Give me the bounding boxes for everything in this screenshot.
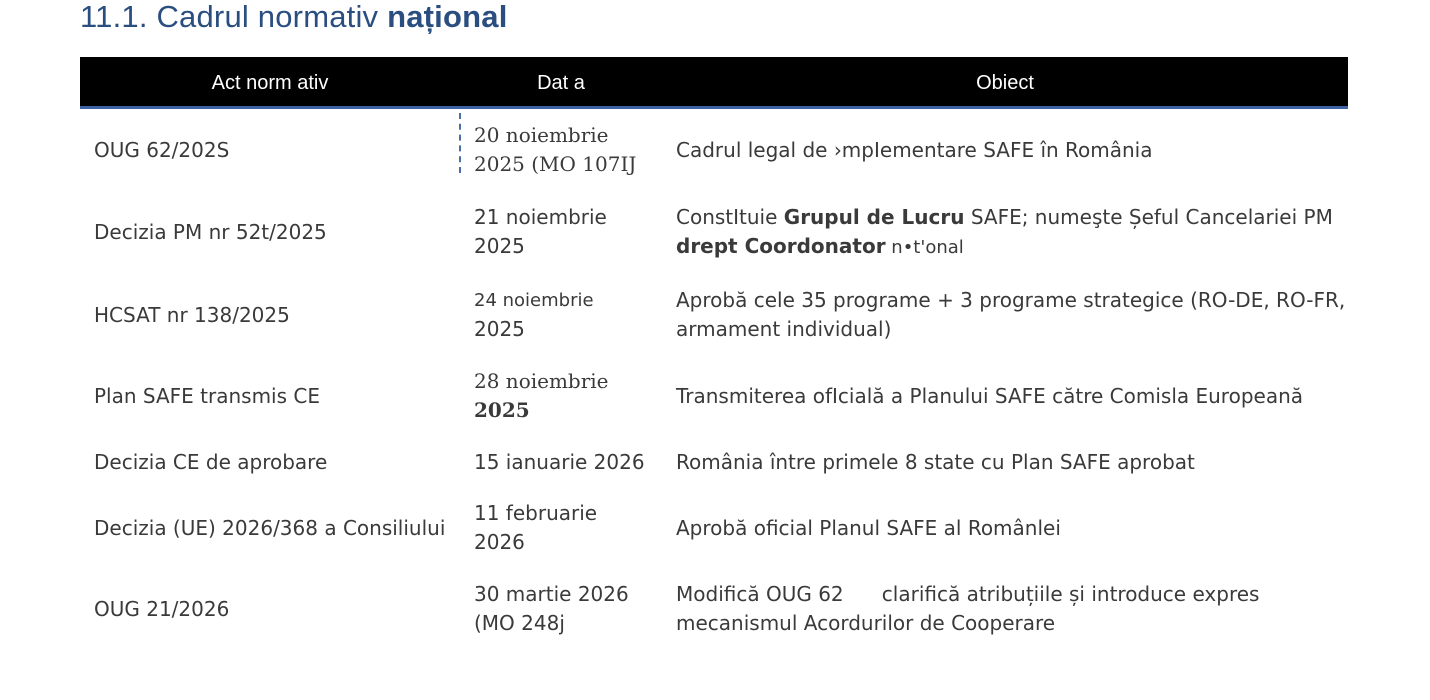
date-line: 11 februarie (474, 501, 598, 525)
act-cell: OUG 62/202S (94, 137, 230, 162)
table-row (80, 117, 1348, 183)
obiect-cell (676, 199, 1348, 265)
obiect-text: Aprobă cele 35 programe + 3 programe strategice (RO-DE, RO-FR, (676, 288, 1346, 312)
act-cell: Decizia CE de aprobare (94, 449, 328, 474)
obiect-text: România între primele 8 state cu Plan SAFE aprobat (676, 449, 1195, 474)
obiect-text: Modifică OUG 62 clarifică atribuțiile și introduce expres (676, 582, 1260, 606)
obiect-cell (676, 495, 1348, 561)
act-cell: HCSAT nr 138/2025 (94, 302, 290, 327)
act-cell: Plan SAFE transmis CE (94, 383, 320, 408)
obiect-cell (676, 363, 1348, 429)
date-line: 28 noiembrie (474, 369, 609, 393)
date-cell (474, 363, 654, 429)
date-line: 2025 (474, 317, 525, 341)
date-line: (MO 248j (474, 611, 565, 635)
table-row (80, 363, 1348, 429)
obiect-cell (676, 576, 1348, 642)
date-line: 2025 (474, 234, 525, 258)
date-cell (474, 495, 654, 561)
obiect-cell (676, 444, 1348, 480)
section-title (80, 0, 508, 34)
date-line: 15 ianuarie 2026 (474, 449, 645, 474)
date-cell (474, 576, 654, 642)
table-row (80, 282, 1348, 348)
obiect-text: Transmiterea ofIcială a Planului SAFE către Comisla Europeană (676, 383, 1304, 408)
header-act-normativ: Act norm ativ (211, 72, 329, 94)
obiect-text: Cadrul legal de ›mpIementare SAFE în România (676, 137, 1153, 162)
date-cell (474, 444, 654, 480)
date-line: 24 noiembrie (474, 290, 594, 311)
date-cell (474, 282, 654, 348)
act-cell: Decizia PM nr 52t/2025 (94, 219, 327, 244)
section-title-bold: național (387, 0, 508, 34)
act-cell: Decizia (UE) 2026/368 a Consiliului (94, 515, 446, 540)
header-data: Dat a (537, 72, 585, 94)
header-obiect: Obiect (976, 72, 1034, 94)
obiect-text: ConstItuie (676, 204, 784, 229)
section-title-prefix: 11.1. Cadrul normativ (80, 0, 388, 34)
obiect-bold: Grupul de Lucru (783, 204, 965, 229)
obiect-bold: drept Coordonator (676, 233, 886, 258)
table-row (80, 495, 1348, 561)
table-header (80, 57, 1348, 109)
date-cell (474, 199, 654, 265)
obiect-text: mecanismul Acordurilor de Cooperare (676, 611, 1056, 635)
date-cell (474, 117, 654, 183)
date-line: 2025 (474, 398, 530, 422)
date-line: 21 noiembrie (474, 205, 607, 229)
date-line: 2025 (MO 107IJ (474, 152, 637, 176)
date-line: 2026 (474, 530, 525, 554)
table-row (80, 444, 1348, 480)
obiect-text: armament individual) (676, 317, 892, 341)
obiect-text: Aprobă oficial Planul SAFE al Românlei (676, 515, 1061, 540)
obiect-text: n•t'onal (885, 236, 964, 258)
act-cell: OUG 21/2026 (94, 596, 230, 621)
obiect-cell (676, 282, 1348, 348)
table-row (80, 576, 1348, 642)
obiect-text: SAFE; numeşte Șeful Cancelariei PM (964, 204, 1333, 229)
table-row (80, 199, 1348, 265)
obiect-cell (676, 117, 1348, 183)
date-line: 30 martie 2026 (474, 582, 629, 606)
date-line: 20 noiembrie (474, 123, 609, 147)
